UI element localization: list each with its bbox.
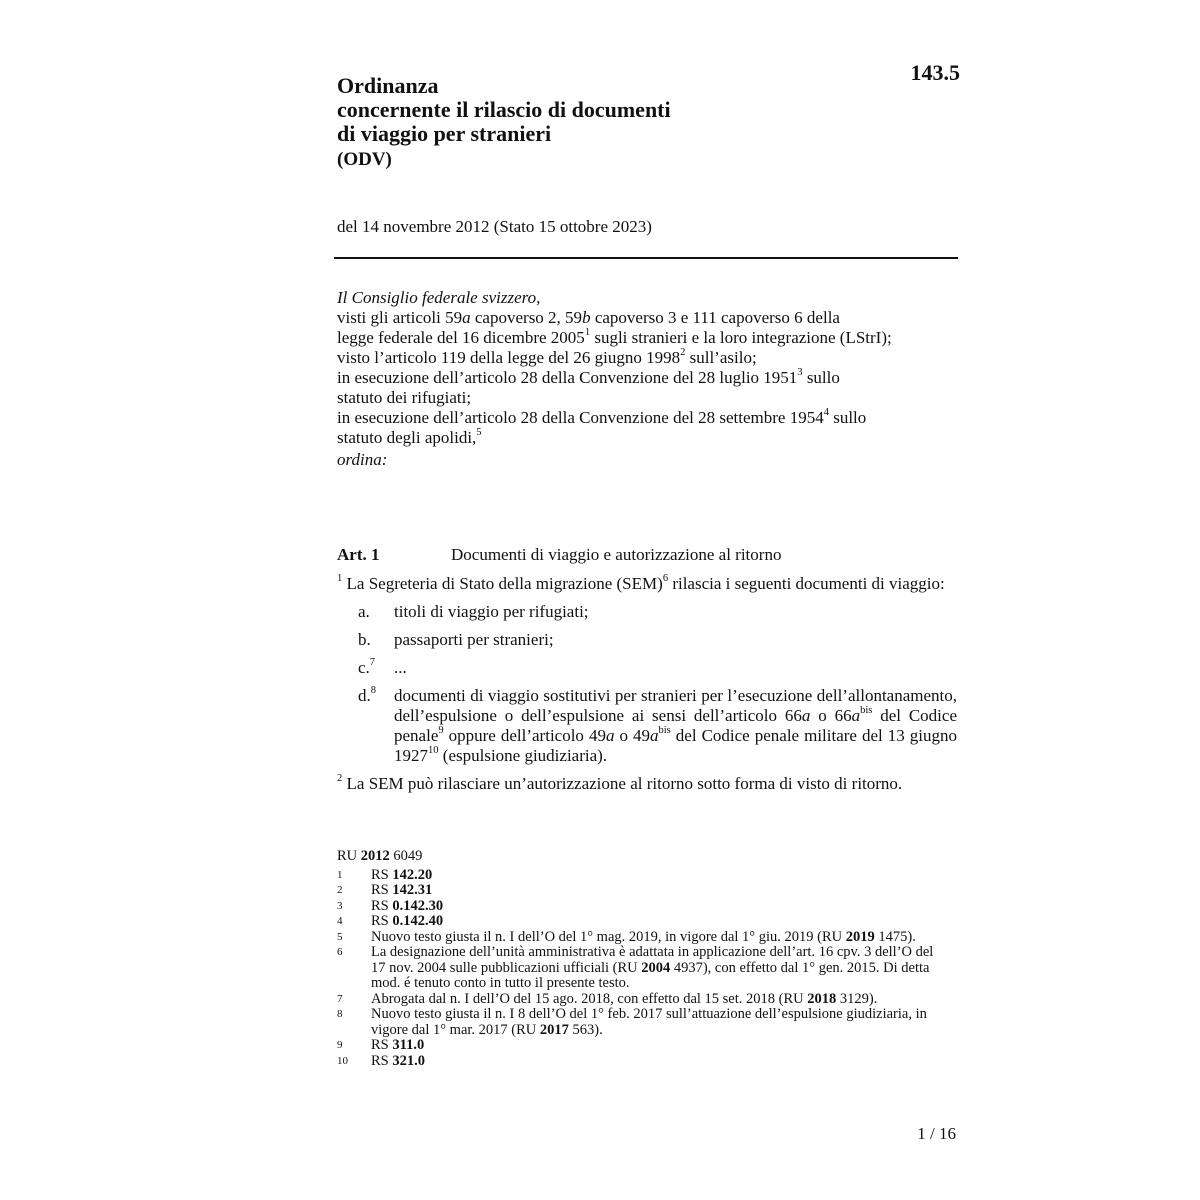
document-number: 143.5: [910, 60, 960, 85]
preamble-verb: ordina:: [337, 450, 388, 469]
footnote-ref[interactable]: 4: [823, 406, 829, 418]
article-1: [337, 545, 957, 802]
footnote-item: 1 RS 142.20: [337, 866, 433, 883]
preamble-line-4: in esecuzione dell’articolo 28 della Convenzione del 28 luglio 1951$^3$ sullo: [337, 366, 840, 387]
date-line: del 14 novembre 2012 (Stato 15 ottobre 2023): [337, 217, 652, 236]
list-item: d.$^8$ documenti di viaggio sostitutivi per stranieri per l’esecuzione dell’allontanamento, dell’espulsione o dell’espulsione ai sensi dell’articolo 66a o $66a^{bis}$ del Codice penale$^9$ oppure dell’articolo 49a o $49a^{bis}$ del Codice penale militare del 13 giugno 1927$^{10}$ (espulsione giudiziaria).: [358, 684, 958, 765]
title-abbreviation: (ODV): [337, 149, 392, 170]
preamble-line-3: visto l’articolo 119 della legge del 26 giugno 1998$^2$ sull’asilo;: [337, 346, 757, 367]
ru-reference: RU 2012 6049: [337, 848, 423, 864]
footnote-ref[interactable]: 8: [370, 684, 377, 696]
document-list: [337, 602, 957, 766]
footnote-item: 4 RS 0.142.40: [337, 913, 444, 929]
list-item: b. passaporti per stranieri;: [358, 630, 554, 649]
footnote-ref[interactable]: 9: [438, 724, 444, 736]
footnote-item: 2 RS 142.31: [337, 882, 433, 898]
footnote-ref[interactable]: 7: [369, 656, 376, 668]
preamble: [337, 288, 957, 470]
paragraph-1: $^1$ La Segreteria di Stato della migrazione (SEM)$^6$ rilascia i seguenti documenti di viaggio:: [337, 572, 945, 593]
preamble-line-6: in esecuzione dell’articolo 28 della Convenzione del 28 settembre 1954$^4$ sullo: [337, 406, 867, 427]
article-heading: [337, 545, 957, 565]
article-number: Art. 1: [337, 545, 380, 564]
preamble-line-7: statuto degli apolidi,$^5$: [337, 426, 482, 447]
paragraph-2: $^2$ La SEM può rilasciare un’autorizzazione al ritorno sotto forma di visto di ritorno.: [337, 772, 903, 793]
list-item: a. titoli di viaggio per rifugiati;: [358, 602, 589, 621]
title-line-3: di viaggio per stranieri: [337, 121, 552, 146]
footnote-ref[interactable]: 2: [680, 346, 686, 358]
footnote-ref[interactable]: 10: [428, 744, 439, 756]
footnote-item: 8 Nuovo testo giusta il n. I 8 dell’O del 1° feb. 2017 sull’attuazione dell’espulsione giudiziaria, in vigore dal 1° mar. 2017 (RU 2017 563).: [337, 1006, 927, 1038]
footnote-item: 5 Nuovo testo giusta il n. I dell’O del 1° mag. 2019, in vigore dal 1° giu. 2019 (RU 2019 1475).: [337, 928, 916, 945]
title-line-1: Ordinanza: [337, 73, 439, 98]
horizontal-rule: [334, 257, 958, 259]
footnote-item: 9 RS 311.0: [337, 1037, 425, 1053]
title-line-2: concernente il rilascio di documenti: [337, 97, 671, 122]
footnote-ref[interactable]: 1: [584, 326, 591, 338]
footnote-item: 7 Abrogata dal n. I dell’O del 15 ago. 2018, con effetto dal 15 set. 2018 (RU 2018 3129).: [337, 990, 878, 1007]
preamble-line-2: legge federale del 16 dicembre 2005$^1$ sugli stranieri e la loro integrazione (LStrI);: [337, 326, 892, 347]
footnote-item: 6 La designazione dell’unità amministrativa è adattata in applicazione dell’art. 16 cpv. 3 dell’O del 17 nov. 2004 sulle pubblicazioni ufficiali (RU 2004 4937), con effetto dal 1° gen. 2015. Di detta mod. é tenuto conto in tutto il presente testo.: [337, 944, 934, 991]
footnote-ref[interactable]: 5: [476, 426, 482, 438]
article-title: Documenti di viaggio e autorizzazione al ritorno: [451, 545, 782, 564]
document-title: [337, 74, 671, 172]
preamble-line-5: statuto dei rifugiati;: [337, 388, 472, 407]
footnotes: [337, 849, 957, 1069]
footnote-ref[interactable]: 6: [662, 572, 669, 584]
footnote-ref[interactable]: 3: [797, 366, 803, 378]
footnote-item: 3 RS 0.142.30: [337, 897, 444, 914]
preamble-authority: Il Consiglio federale svizzero,: [337, 288, 541, 307]
page-number: 1 / 16: [917, 1124, 956, 1143]
list-item: c.$^7$ ...: [358, 656, 407, 677]
preamble-line-1: visti gli articoli 59a capoverso 2, 59b capoverso 3 e 111 capoverso 6 della: [337, 308, 840, 327]
footnote-item: 10 RS 321.0: [337, 1052, 425, 1069]
